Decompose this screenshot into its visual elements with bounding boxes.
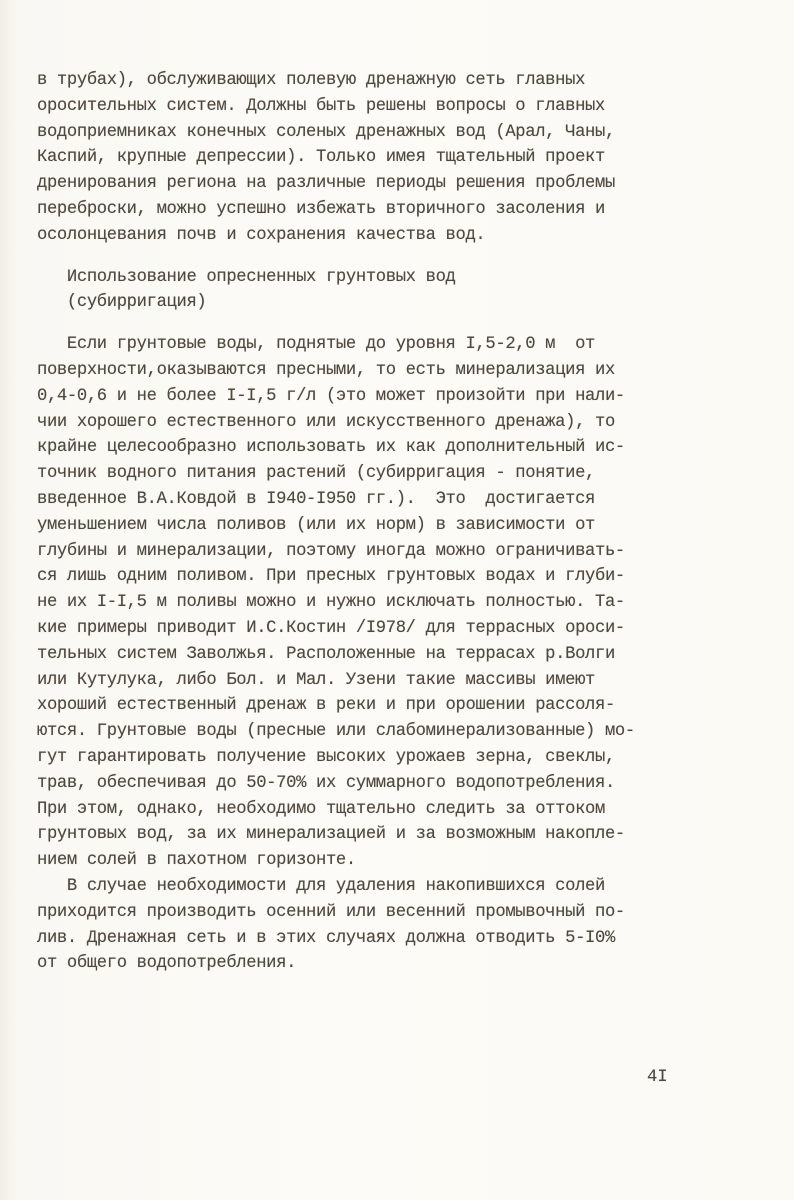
text-line: осолонцевания почв и сохранения качества вод.	[37, 225, 486, 245]
text-line: тельных систем Заволжья. Расположенные на террасах р.Волги	[37, 644, 615, 664]
paragraph-continuation	[37, 68, 677, 249]
text-line: В случае необходимости для удаления накопившихся солей	[37, 876, 605, 896]
text-line: крайне целесообразно использовать их как дополнительный ис-	[37, 438, 625, 458]
text-line: или Кутулука, либо Бол. и Мал. Узени такие массивы имеют	[37, 670, 595, 690]
text-line: оросительных систем. Должны быть решены вопросы о главных	[37, 96, 605, 116]
text-line: грунтовых вод, за их минерализацией и за возможным накопле-	[37, 825, 625, 845]
text-line: ся лишь одним поливом. При пресных грунтовых водах и глуби-	[37, 567, 625, 587]
text-line: чии хорошего естественного или искусственного дренажа), то	[37, 412, 615, 432]
text-line: приходится производить осенний или весенний промывочный по-	[37, 902, 625, 922]
heading-line: (субирригация)	[37, 293, 207, 313]
text-line: введенное В.А.Ковдой в I940-I950 гг.). Это достигается	[37, 489, 595, 509]
text-line: переброски, можно успешно избежать вторичного засоления и	[37, 199, 605, 219]
text-line: нием солей в пахотном горизонте.	[37, 851, 356, 871]
text-line: глубины и минерализации, поэтому иногда можно ограничивать-	[37, 541, 625, 561]
page-number: 4I	[647, 1068, 668, 1087]
text-line: хороший естественный дренаж в реки и при орошении рассоля-	[37, 696, 615, 716]
text-line: точник водного питания растений (субирригация - понятие,	[37, 464, 595, 484]
spacer	[37, 249, 677, 265]
text-line: в трубах), обслуживающих полевую дренажную сеть главных	[37, 71, 586, 90]
text-line: трав, обеспечивая до 50-70% их суммарного водопотребления.	[37, 773, 615, 793]
paragraph-leaching	[37, 874, 677, 977]
spacer	[37, 316, 677, 332]
text-line: дренирования региона на различные периоды решения проблемы	[37, 174, 615, 194]
text-line: лив. Дренажная сеть и в этих случаях должна отводить 5-I0%	[37, 928, 615, 948]
text-line: Каспий, крупные депрессии). Только имея тщательный проект	[37, 148, 605, 168]
text-line: 0,4-0,6 и не более I-I,5 г/л (это может произойти при нали-	[37, 386, 625, 406]
text-line: уменьшением числа поливов (или их норм) в зависимости от	[37, 515, 595, 535]
typewritten-page	[37, 68, 677, 977]
text-line: от общего водопотребления.	[37, 954, 297, 974]
scan-edge-shadow	[0, 0, 18, 1200]
text-line: водоприемниках конечных соленых дренажных вод (Арал, Чаны,	[37, 122, 615, 142]
text-line: ются. Грунтовые воды (пресные или слабоминерализованные) мо-	[37, 722, 635, 742]
text-line: не их I-I,5 м поливы можно и нужно исключать полностью. Та-	[37, 593, 625, 613]
text-line: поверхности,оказываются пресными, то есть минерализация их	[37, 360, 615, 380]
text-line: Если грунтовые воды, поднятые до уровня I,5-2,0 м от	[37, 335, 595, 355]
paragraph-subirrigation	[37, 332, 677, 874]
section-heading	[37, 265, 677, 317]
text-line: При этом, однако, необходимо тщательно следить за оттоком	[37, 799, 605, 819]
text-line: гут гарантировать получение высоких урожаев зерна, свеклы,	[37, 747, 615, 767]
text-line: кие примеры приводит И.С.Костин /I978/ для террасных ороси-	[37, 618, 625, 638]
heading-line: Использование опресненных грунтовых вод	[37, 267, 456, 287]
